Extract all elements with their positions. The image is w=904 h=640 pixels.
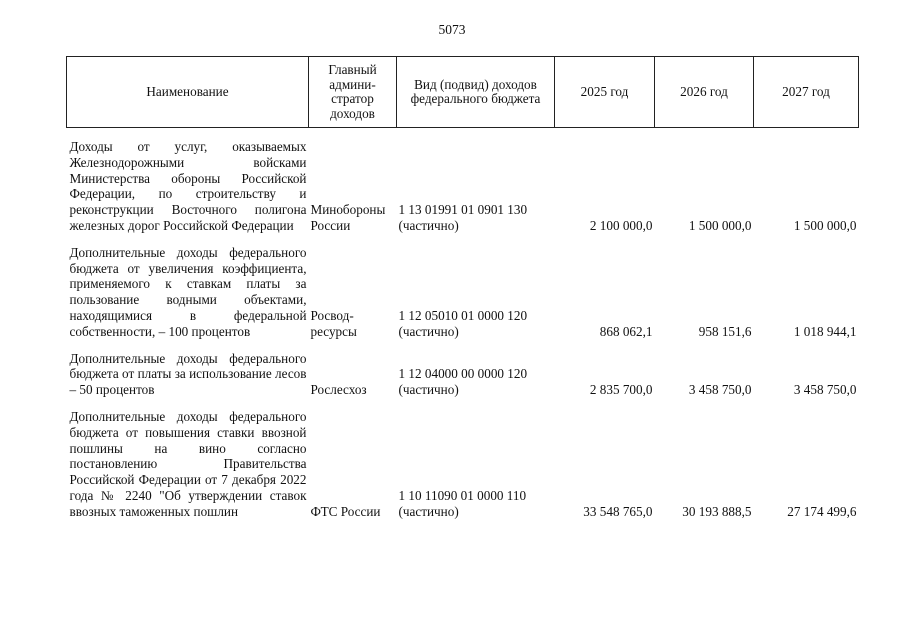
column-header-2026: 2026 год <box>655 57 754 128</box>
row-code-value: 1 13 01991 01 0901 130 <box>398 202 528 218</box>
row-value-2026: 1 500 000,0 <box>688 217 752 233</box>
table-row <box>67 351 859 398</box>
row-value-2027: 1 500 000,0 <box>793 217 857 233</box>
row-value-2027: 27 174 499,6 <box>787 503 857 519</box>
row-name: Дополнительные доходы федерального бюджета от платы за использование лесов – 50 процентов <box>69 350 307 398</box>
column-header-2025: 2025 год <box>555 57 655 128</box>
column-header-2027: 2027 год <box>754 57 859 128</box>
table-row <box>67 245 859 340</box>
row-value-2025: 2 835 700,0 <box>589 382 653 398</box>
page-number: 5073 <box>438 22 466 37</box>
column-header-name: Наименование <box>67 57 309 128</box>
table-header-row <box>67 57 859 128</box>
row-code <box>397 351 555 398</box>
revenue-table <box>66 56 859 520</box>
row-name: Доходы от услуг, оказываемых Железнодорожными войсками Министерства обороны Российской Федерации, по строительству и реконструкции Восточного полигона железных дорог Российской Федерации <box>69 139 307 233</box>
row-value-2025: 2 100 000,0 <box>589 217 653 233</box>
row-code-note: (частично) <box>398 217 459 233</box>
row-admin: Росвод-ресурсы <box>310 307 357 339</box>
table-row <box>67 139 859 234</box>
column-header-admin: Главный админи-стратор доходов <box>309 57 397 128</box>
table-row <box>67 409 859 520</box>
row-value-2026: 30 193 888,5 <box>682 503 752 519</box>
row-code <box>397 245 555 340</box>
row-code-value: 1 12 04000 00 0000 120 <box>398 366 528 382</box>
row-admin: Минобороны России <box>310 202 386 233</box>
row-code-note: (частично) <box>398 503 459 519</box>
row-value-2027: 3 458 750,0 <box>793 382 857 398</box>
column-header-code: Вид (подвид) доходов федерального бюджета <box>397 57 555 128</box>
row-value-2026: 958 151,6 <box>698 323 752 339</box>
row-name: Дополнительные доходы федерального бюджета от увеличения коэффициента, применяемого к ставкам платы за пользование водными объектами, находящимися в федеральной собственности, – 100 процентов <box>69 244 307 339</box>
row-admin: ФТС России <box>310 503 381 519</box>
row-value-2027: 1 018 944,1 <box>793 323 857 339</box>
row-code-note: (частично) <box>398 323 459 339</box>
row-code <box>397 139 555 234</box>
row-value-2026: 3 458 750,0 <box>688 382 752 398</box>
row-code-value: 1 12 05010 01 0000 120 <box>398 307 528 323</box>
row-value-2025: 33 548 765,0 <box>583 503 653 519</box>
row-code-value: 1 10 11090 01 0000 110 <box>398 487 527 503</box>
row-code <box>397 409 555 520</box>
row-code-note: (частично) <box>398 382 459 398</box>
row-admin: Рослесхоз <box>310 382 367 398</box>
row-name: Дополнительные доходы федерального бюджета от повышения ставки ввозной пошлины на вино согласно постановлению Правительства Российской Федерации от 7 декабря 2022 года № 2240 "Об утверждении ставок ввозных таможенных пошлин <box>69 408 307 519</box>
row-value-2025: 868 062,1 <box>599 323 653 339</box>
